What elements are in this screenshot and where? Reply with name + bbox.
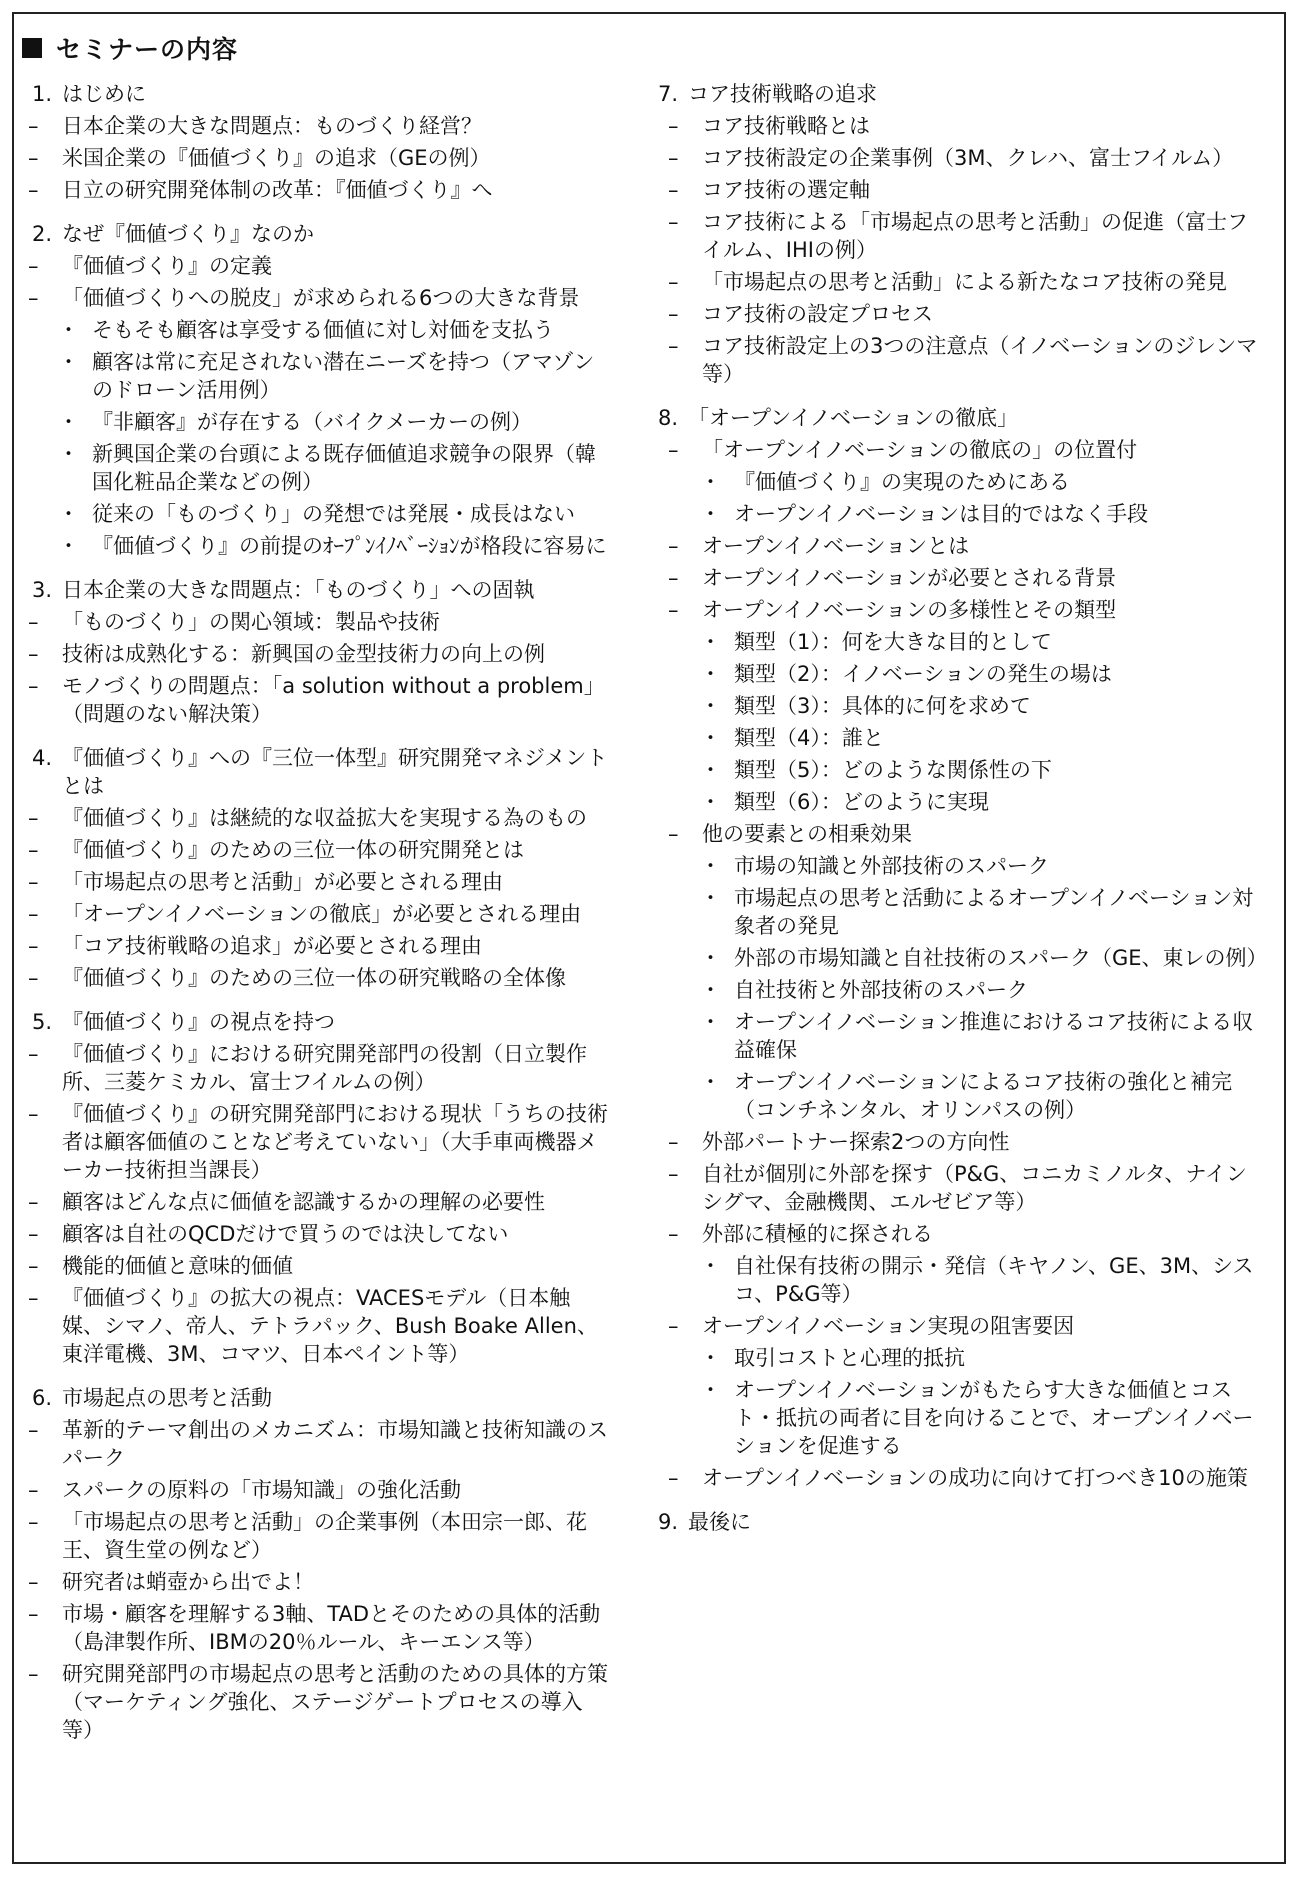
item-text: 類型（6）：どのように実現	[734, 790, 989, 814]
outline-item	[654, 142, 1262, 174]
item-text: 外部パートナー探索2つの方向性	[702, 1130, 1010, 1154]
outline-item	[654, 110, 1262, 142]
item-text: 「オープンイノベーションの徹底」	[688, 406, 1019, 430]
bullet-marker: –	[668, 566, 679, 590]
bullet-marker: –	[28, 1102, 39, 1126]
item-text: 革新的テーマ創出のメカニズム：市場知識と技術知識のスパーク	[62, 1418, 608, 1470]
outline-section	[654, 78, 1262, 390]
item-text: オープンイノベーションの多様性とその類型	[702, 598, 1117, 622]
outline-item	[654, 1158, 1262, 1218]
bullet-marker: –	[668, 1162, 679, 1186]
item-text: そもそも顧客は享受する価値に対し対価を支払う	[92, 318, 554, 342]
item-text: オープンイノベーションによるコア技術の強化と補完（コンチネンタル、オリンパスの例）	[734, 1070, 1233, 1122]
section-heading-item	[28, 574, 610, 606]
item-text: 『非顧客』が存在する（バイクメーカーの例）	[92, 410, 532, 434]
outline-item	[28, 638, 610, 670]
item-number: 9.	[658, 1510, 679, 1534]
bullet-marker: –	[668, 302, 679, 326]
item-text: 顧客はどんな点に価値を認識するかの理解の必要性	[62, 1190, 545, 1214]
bullet-marker: –	[668, 334, 679, 358]
outline-item	[28, 1098, 610, 1186]
item-number: 4.	[32, 746, 53, 770]
outline-item	[28, 174, 610, 206]
bullet-marker: –	[668, 598, 679, 622]
bullet-marker: –	[28, 674, 39, 698]
bullet-marker: –	[668, 270, 679, 294]
item-text: はじめに	[62, 82, 146, 106]
outline-item	[28, 606, 610, 638]
outline-item	[654, 1066, 1262, 1126]
item-number: 7.	[658, 82, 679, 106]
bullet-marker: –	[28, 178, 39, 202]
outline-item	[28, 282, 610, 314]
bullet-marker: –	[668, 1466, 679, 1490]
bullet-marker: –	[28, 254, 39, 278]
bullet-marker: ・	[700, 1070, 721, 1094]
item-number: 8.	[658, 406, 679, 430]
item-number: 5.	[32, 1010, 53, 1034]
item-text: 類型（1）：何を大きな目的として	[734, 630, 1052, 654]
item-text: 『価値づくり』の研究開発部門における現状「うちの技術者は顧客価値のことなど考えていない」（大手車両機器メーカー技術担当課長）	[62, 1102, 608, 1182]
bullet-marker: ・	[700, 758, 721, 782]
outline-item	[654, 594, 1262, 626]
outline-item	[28, 346, 610, 406]
outline-item	[654, 1374, 1262, 1462]
outline-item	[28, 898, 610, 930]
item-text: 市場起点の思考と活動によるオープンイノベーション対象者の発見	[734, 886, 1254, 938]
section-heading-item	[28, 218, 610, 250]
outline-item	[28, 406, 610, 438]
outline-item	[28, 1474, 610, 1506]
item-text: 他の要素との相乗効果	[702, 822, 912, 846]
bullet-marker: ・	[700, 1346, 721, 1370]
bullet-marker: –	[668, 438, 679, 462]
bullet-marker: ・	[700, 854, 721, 878]
item-text: 『価値づくり』への『三位一体型』研究開発マネジメントとは	[62, 746, 608, 798]
item-text: 『価値づくり』における研究開発部門の役割（日立製作所、三菱ケミカル、富士フイルムの例）	[62, 1042, 587, 1094]
item-text: 『価値づくり』の実現のためにある	[734, 470, 1070, 494]
bullet-marker: –	[28, 934, 39, 958]
outline-item	[28, 834, 610, 866]
bullet-marker: –	[28, 1222, 39, 1246]
outline-item	[654, 1250, 1262, 1310]
section-heading	[22, 30, 238, 66]
outline-item	[654, 530, 1262, 562]
bullet-marker: ・	[58, 534, 79, 558]
item-text: 新興国企業の台頭による既存価値追求競争の限界（韓国化粧品企業などの例）	[92, 442, 596, 494]
bullet-marker: ・	[700, 978, 721, 1002]
outline-item	[28, 1414, 610, 1474]
outline-item	[654, 1342, 1262, 1374]
bullet-marker: –	[28, 1662, 39, 1686]
outline-item	[28, 1218, 610, 1250]
outline-item	[28, 1566, 610, 1598]
item-text: コア技術戦略の追求	[688, 82, 877, 106]
outline-section	[28, 218, 610, 562]
bullet-marker: –	[28, 1042, 39, 1066]
bullet-marker: –	[28, 870, 39, 894]
item-text: オープンイノベーションがもたらす大きな価値とコスト・抵抗の両者に目を向けることで、オープンイノベーションを促進する	[734, 1378, 1254, 1458]
section-heading-item	[28, 1382, 610, 1414]
item-text: 顧客は常に充足されない潜在ニーズを持つ（アマゾンのドローン活用例）	[92, 350, 595, 402]
bullet-marker: –	[28, 1254, 39, 1278]
outline-item	[28, 1038, 610, 1098]
outline-item	[654, 330, 1262, 390]
bullet-marker: –	[668, 1222, 679, 1246]
bullet-marker: –	[28, 1602, 39, 1626]
outline-item	[654, 206, 1262, 266]
outline-item	[28, 1186, 610, 1218]
item-text: 米国企業の『価値づくり』の追求（GEの例）	[62, 146, 491, 170]
item-text: オープンイノベーションが必要とされる背景	[702, 566, 1117, 590]
bullet-marker: –	[28, 1286, 39, 1310]
outline-item	[654, 466, 1262, 498]
outline-item	[28, 866, 610, 898]
bullet-marker: –	[28, 642, 39, 666]
bullet-marker: –	[28, 806, 39, 830]
outline-item	[654, 298, 1262, 330]
item-text: 顧客は自社のQCDだけで買うのでは決してない	[62, 1222, 509, 1246]
bullet-marker: –	[28, 1418, 39, 1442]
section-heading-item	[28, 78, 610, 110]
bullet-marker: ・	[700, 630, 721, 654]
outline-item	[654, 974, 1262, 1006]
page-title: セミナーの内容	[56, 35, 239, 64]
bullet-marker: –	[668, 178, 679, 202]
bullet-marker: –	[28, 1510, 39, 1534]
left-column	[28, 78, 610, 1758]
bullet-marker: ・	[700, 886, 721, 910]
item-text: 日本企業の大きな問題点：「ものづくり」への固執	[62, 578, 535, 602]
black-square-icon	[22, 38, 42, 58]
item-text: 類型（5）：どのような関係性の下	[734, 758, 1052, 782]
item-text: 研究者は蛸壺から出でよ！	[62, 1570, 314, 1594]
item-text: オープンイノベーション推進におけるコア技術による収益確保	[734, 1010, 1254, 1062]
item-text: 市場起点の思考と活動	[62, 1386, 272, 1410]
item-text: 『価値づくり』は継続的な収益拡大を実現する為のもの	[62, 806, 587, 830]
bullet-marker: –	[668, 534, 679, 558]
bullet-marker: ・	[58, 350, 79, 374]
item-number: 1.	[32, 82, 53, 106]
bullet-marker: ・	[700, 1254, 721, 1278]
section-heading-item	[28, 742, 610, 802]
outline-item	[28, 110, 610, 142]
item-text: 類型（3）：具体的に何を求めて	[734, 694, 1031, 718]
item-text: なぜ『価値づくり』なのか	[62, 222, 314, 246]
outline-item	[654, 942, 1268, 974]
bullet-marker: –	[28, 1570, 39, 1594]
outline-item	[654, 1218, 1262, 1250]
item-text: 類型（4）：誰と	[734, 726, 884, 750]
item-text: コア技術戦略とは	[702, 114, 870, 138]
outline-item	[654, 1310, 1262, 1342]
item-text: オープンイノベーション実現の阻害要因	[702, 1314, 1075, 1338]
outline-item	[28, 1282, 610, 1370]
item-text: オープンイノベーションは目的ではなく手段	[734, 502, 1149, 526]
item-text: 市場の知識と外部技術のスパーク	[734, 854, 1049, 878]
section-heading-item	[654, 1506, 1262, 1538]
right-column	[654, 78, 1268, 1550]
outline-item	[654, 1126, 1262, 1158]
item-number: 6.	[32, 1386, 53, 1410]
outline-item	[28, 1506, 610, 1566]
bullet-marker: –	[668, 146, 679, 170]
section-heading-item	[654, 78, 1262, 110]
bullet-marker: –	[28, 1478, 39, 1502]
outline-item	[654, 722, 1262, 754]
outline-section	[28, 1006, 610, 1370]
item-text: 外部の市場知識と自社技術のスパーク（GE、東レの例）	[734, 946, 1268, 970]
outline-item	[654, 786, 1262, 818]
bullet-marker: –	[28, 838, 39, 862]
bullet-marker: –	[28, 902, 39, 926]
item-text: 「市場起点の思考と活動」の企業事例（本田宗一郎、花王、資生堂の例など）	[62, 1510, 587, 1562]
outline-item	[654, 690, 1262, 722]
bullet-marker: ・	[700, 1378, 721, 1402]
outline-item	[28, 670, 610, 730]
bullet-marker: –	[28, 610, 39, 634]
bullet-marker: –	[668, 822, 679, 846]
item-text: 最後に	[688, 1510, 751, 1534]
bullet-marker: ・	[700, 726, 721, 750]
outline-section	[28, 574, 610, 730]
outline-item	[654, 754, 1262, 786]
outline-section	[28, 78, 610, 206]
item-text: 外部に積極的に探される	[702, 1222, 933, 1246]
item-text: コア技術設定の企業事例（3M、クレハ、富士フイルム）	[702, 146, 1234, 170]
bullet-marker: ・	[58, 442, 79, 466]
item-text: 自社が個別に外部を探す（P&G、コニカミノルタ、ナインシグマ、金融機関、エルゼビア等）	[702, 1162, 1247, 1214]
bullet-marker: –	[28, 286, 39, 310]
bullet-marker: ・	[700, 470, 721, 494]
outline-item	[28, 142, 610, 174]
bullet-marker: ・	[700, 502, 721, 526]
item-text: 「価値づくりへの脱皮」が求められる6つの大きな背景	[62, 286, 580, 310]
outline-item	[654, 626, 1262, 658]
item-text: 従来の「ものづくり」の発想では発展・成長はない	[92, 502, 575, 526]
bullet-marker: –	[28, 1190, 39, 1214]
item-text: 「コア技術戦略の追求」が必要とされる理由	[62, 934, 482, 958]
bullet-marker: –	[668, 114, 679, 138]
item-text: コア技術設定上の3つの注意点（イノベーションのジレンマ等）	[702, 334, 1258, 386]
item-text: 「オープンイノベーションの徹底」が必要とされる理由	[62, 902, 582, 926]
outline-item	[28, 962, 610, 994]
outline-section	[28, 1382, 610, 1746]
item-text: 「市場起点の思考と活動」による新たなコア技術の発見	[702, 270, 1227, 294]
bullet-marker: –	[668, 1314, 679, 1338]
bullet-marker: ・	[700, 662, 721, 686]
outline-section	[654, 1506, 1262, 1538]
outline-section	[654, 402, 1268, 1494]
outline-item	[654, 818, 1262, 850]
item-text: スパークの原料の「市場知識」の強化活動	[62, 1478, 461, 1502]
bullet-marker: ・	[700, 694, 721, 718]
outline-item	[28, 314, 610, 346]
item-text: 『価値づくり』の視点を持つ	[62, 1010, 335, 1034]
item-text: 『価値づくり』の前提のｵｰﾌﾟﾝｲﾉﾍﾞｰｼｮﾝが格段に容易に	[92, 534, 607, 558]
bullet-marker: –	[28, 146, 39, 170]
outline-item	[28, 530, 610, 562]
outline-section	[28, 742, 610, 994]
outline-item	[654, 1006, 1262, 1066]
outline-item	[654, 1462, 1262, 1494]
bullet-marker: –	[28, 966, 39, 990]
outline-item	[654, 174, 1262, 206]
bullet-marker: ・	[58, 502, 79, 526]
section-heading-item	[654, 402, 1262, 434]
item-text: 自社技術と外部技術のスパーク	[734, 978, 1028, 1002]
bullet-marker: –	[668, 1130, 679, 1154]
item-text: 「市場起点の思考と活動」が必要とされる理由	[62, 870, 503, 894]
item-text: モノづくりの問題点：「a solution without a problem」（問題のない解決策）	[62, 674, 605, 726]
bullet-marker: ・	[700, 946, 721, 970]
outline-item	[28, 930, 610, 962]
bullet-marker: ・	[58, 318, 79, 342]
bullet-marker: ・	[700, 790, 721, 814]
item-number: 2.	[32, 222, 53, 246]
outline-item	[654, 658, 1262, 690]
item-text: 日立の研究開発体制の改革：『価値づくり』へ	[62, 178, 493, 202]
item-text: 日本企業の大きな問題点：ものづくり経営？	[62, 114, 482, 138]
outline-item	[28, 498, 610, 530]
item-number: 3.	[32, 578, 53, 602]
item-text: 自社保有技術の開示・発信（キヤノン、GE、3M、シスコ、P&G等）	[734, 1254, 1254, 1306]
item-text: 「オープンイノベーションの徹底の」の位置付	[702, 438, 1138, 462]
outline-item	[654, 882, 1262, 942]
item-text: 取引コストと心理的抵抗	[734, 1346, 965, 1370]
outline-item	[28, 438, 610, 498]
item-text: オープンイノベーションとは	[702, 534, 970, 558]
item-text: コア技術の設定プロセス	[702, 302, 933, 326]
item-text: コア技術の選定軸	[702, 178, 870, 202]
outline-item	[654, 434, 1262, 466]
outline-item	[28, 1598, 610, 1658]
bullet-marker: –	[28, 114, 39, 138]
item-text: コア技術による「市場起点の思考と活動」の促進（富士フイルム、IHIの例）	[702, 210, 1248, 262]
item-text: 『価値づくり』のための三位一体の研究開発とは	[62, 838, 524, 862]
item-text: オープンイノベーションの成功に向けて打つべき10の施策	[702, 1466, 1248, 1490]
item-text: 研究開発部門の市場起点の思考と活動のための具体的方策（マーケティング強化、ステージゲートプロセスの導入等）	[62, 1662, 608, 1742]
bullet-marker: ・	[700, 1010, 721, 1034]
item-text: 『価値づくり』の定義	[62, 254, 272, 278]
item-text: 『価値づくり』のための三位一体の研究戦略の全体像	[62, 966, 566, 990]
outline-item	[28, 802, 610, 834]
outline-item	[654, 850, 1262, 882]
outline-item	[28, 1250, 610, 1282]
item-text: 技術は成熟化する：新興国の金型技術力の向上の例	[62, 642, 545, 666]
outline-item	[654, 266, 1262, 298]
item-text: 『価値づくり』の拡大の視点：VACESモデル（日本触媒、シマノ、帝人、テトラパック、Bush Boake Allen、東洋電機、3M、コマツ、日本ペイント等）	[62, 1286, 598, 1366]
outline-item	[28, 1658, 610, 1746]
item-text: 類型（2）：イノベーションの発生の場は	[734, 662, 1112, 686]
item-text: 機能的価値と意味的価値	[62, 1254, 293, 1278]
outline-item	[28, 250, 610, 282]
bullet-marker: ・	[58, 410, 79, 434]
item-text: 市場・顧客を理解する3軸、TADとそのための具体的活動（島津製作所、IBMの20％ルール、キーエンス等）	[62, 1602, 601, 1654]
outline-item	[654, 562, 1262, 594]
outline-item	[654, 498, 1262, 530]
item-text: 「ものづくり」の関心領域：製品や技術	[62, 610, 440, 634]
bullet-marker: –	[668, 210, 679, 234]
section-heading-item	[28, 1006, 610, 1038]
